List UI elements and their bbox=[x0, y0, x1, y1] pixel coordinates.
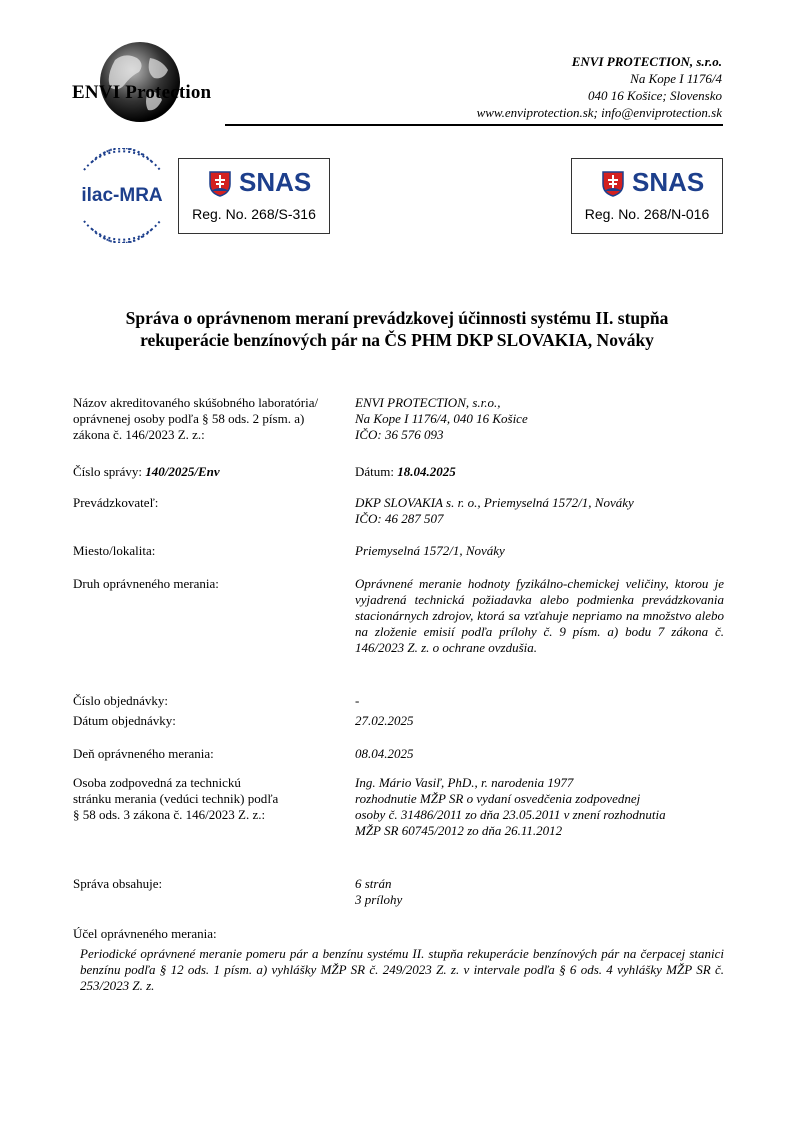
address-line-2: 040 16 Košice; Slovensko bbox=[588, 88, 722, 103]
measurement-type-label: Druh oprávneného merania: bbox=[73, 576, 219, 591]
order-date-value: 27.02.2025 bbox=[355, 713, 414, 728]
lab-value: ENVI PROTECTION, s.r.o., Na Kope I 1176/4, 040 16 Košice IČO: 36 576 093 bbox=[355, 395, 528, 442]
web-email: www.enviprotection.sk; info@enviprotection.sk bbox=[476, 105, 722, 120]
header-divider bbox=[225, 124, 723, 126]
snas-word: SNAS bbox=[239, 167, 312, 197]
reg-number-right: Reg. No. 268/N-016 bbox=[584, 206, 710, 222]
purpose-label: Účel oprávneného merania: bbox=[73, 926, 217, 941]
report-contents-label: Správa obsahuje: bbox=[73, 876, 163, 891]
operator-label: Prevádzkovateľ: bbox=[73, 495, 159, 510]
company-name: ENVI PROTECTION, s.r.o. bbox=[571, 54, 722, 69]
responsible-person-value: Ing. Mário Vasiľ, PhD., r. narodenia 1977 rozhodnutie MŽP SR o vydaní osvedčenia zodpovednej osoby č. 31486/2011 zo dňa 23.05.2011 v znení rozhodnutia MŽP SR 60745/2012 zo dňa 26.11.2012 bbox=[355, 775, 666, 838]
location-value: Priemyselná 1572/1, Nováky bbox=[355, 543, 505, 558]
company-address-block bbox=[477, 53, 722, 121]
document-title bbox=[60, 307, 734, 351]
title-line-1: Správa o oprávnenom meraní prevádzkovej účinnosti systému II. stupňa bbox=[125, 308, 669, 328]
slovak-shield-icon bbox=[602, 171, 624, 197]
snas-accreditation-left bbox=[178, 158, 330, 234]
ilac-mra-logo-icon bbox=[72, 148, 172, 243]
report-date: Dátum: 18.04.2025 bbox=[355, 464, 456, 479]
logo-text: ENVI Protection bbox=[72, 82, 212, 103]
report-date-value: 18.04.2025 bbox=[397, 464, 456, 479]
measurement-day-label: Deň oprávneného merania: bbox=[73, 746, 214, 761]
snas-accreditation-right bbox=[571, 158, 723, 234]
report-contents-value: 6 strán 3 prílohy bbox=[355, 876, 403, 907]
ilac-mra-text: ilac-MRA bbox=[81, 185, 163, 206]
report-number-value: 140/2025/Env bbox=[145, 464, 220, 479]
operator-value: DKP SLOVAKIA s. r. o., Priemyselná 1572/1, Nováky IČO: 46 287 507 bbox=[355, 495, 634, 526]
lab-label: Názov akreditovaného skúšobného laboratória/ oprávnenej osoby podľa § 58 ods. 2 písm. a) zákona č. 146/2023 Z. z.: bbox=[73, 395, 319, 442]
snas-word: SNAS bbox=[632, 167, 705, 197]
measurement-type-value: Oprávnené meranie hodnoty fyzikálno-chemickej veličiny, ktorou je vyjadrená technická požiadavka alebo podmienka prevádzkovania stacionárnych zdrojov, ktorá sa vzťahuje nepriamo na množstvo alebo na zloženie emisií podľa prílohy č. 9 písm. a) bodu 7 zákona č. 146/2023 Z. z. o ochrane ovzdušia. bbox=[355, 576, 724, 655]
report-number: Číslo správy: 140/2025/Env bbox=[73, 464, 220, 479]
order-number-value: - bbox=[355, 693, 360, 708]
responsible-person-label: Osoba zodpovedná za technickú stránku merania (vedúci technik) podľa § 58 ods. 3 zákona č. 146/2023 Z. z.: bbox=[73, 775, 279, 822]
order-number-label: Číslo objednávky: bbox=[73, 693, 168, 708]
location-label: Miesto/lokalita: bbox=[73, 543, 156, 558]
measurement-day-value: 08.04.2025 bbox=[355, 746, 414, 761]
title-line-2: rekuperácie benzínových pár na ČS PHM DKP SLOVAKIA, Nováky bbox=[140, 330, 654, 350]
address-line-1: Na Kope I 1176/4 bbox=[630, 71, 722, 86]
slovak-shield-icon bbox=[209, 171, 231, 197]
order-date-label: Dátum objednávky: bbox=[73, 713, 176, 728]
purpose-value: Periodické oprávnené meranie pomeru pár a benzínu systému II. stupňa rekuperácie benzínových pár na čerpacej stanici benzínu podľa § 12 ods. 1 písm. a) vyhlášky MŽP SR č. 249/2023 Z. z. v intervale podľa § 6 ods. 4 vyhlášky MŽP SR č. 253/2023 Z. z. bbox=[80, 946, 724, 993]
reg-number-left: Reg. No. 268/S-316 bbox=[192, 206, 316, 222]
